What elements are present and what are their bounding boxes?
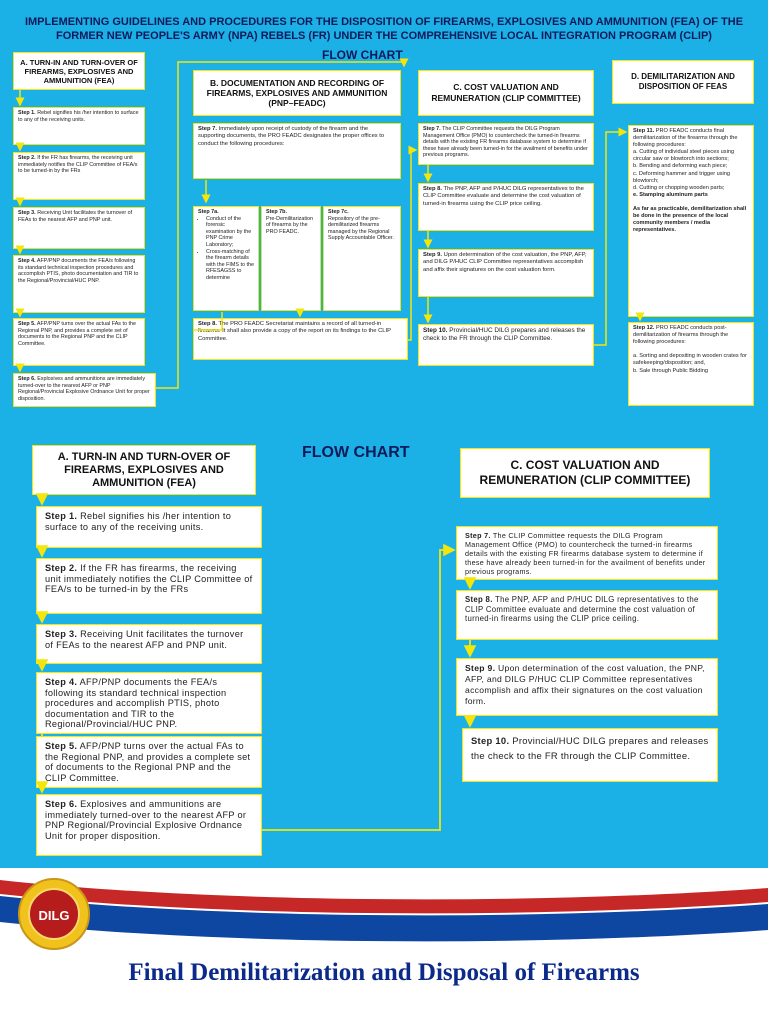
dilg-logo-text: DILG xyxy=(38,908,70,923)
step-3-top: Step 3. Receiving Unit facilitates the turnover of FEAs to the nearest AFP and PNP unit. xyxy=(13,207,145,249)
step-3-bottom: Step 3. Receiving Unit facilitates the turnover of FEAs to the nearest AFP and PNP unit. xyxy=(36,624,262,664)
step-4-top: Step 4. AFP/PNP documents the FEA/s following its standard technical inspection procedures and accomplish PTIS, photo documentation and TIR to the Regional/Provincial/HUC PNP. xyxy=(13,255,145,313)
footer-title: Final Demilitarization and Disposal of Firearms xyxy=(128,959,640,986)
step-2-top: Step 2. If the FR has firearms, the receiving unit immediately notifies the CLIP Committee of FEA/s to be turned-in by the FRs xyxy=(13,152,145,200)
step-8-valuation-bottom: Step 8. The PNP, AFP and P/HUC DILG representatives to the CLIP Committee evaluate and determine the cost valuation of turned-in firearms using the CLIP price ceiling. xyxy=(456,590,718,640)
section-b-header-top: B. DOCUMENTATION AND RECORDING OF FIREARMS, EXPLOSIVES AND AMMUNITION (PNP–FEADC) xyxy=(193,70,401,116)
step-9-top: Step 9. Upon determination of the cost valuation, the PNP, AFP, and DILG P/HUC CLIP Committee representatives accomplish and affix their signatures on the cost valuation form. xyxy=(418,249,594,297)
section-c-header-top: C. COST VALUATION AND REMUNERATION (CLIP COMMITTEE) xyxy=(418,70,594,116)
step-12-top: Step 12. PRO FEADC conducts post-demilitarization of firearms through the following procedures: a. Sorting and depositing in wooden crates for safekeeping/disposition; and, b. Sale through Public Bidding xyxy=(628,322,754,406)
step-11-top: Step 11. PRO FEADC conducts final demilitarization of the firearms through the following procedures: a. Cutting of individual steel pieces using circular saw or blowtorch into sections; b. Bending and deforming each piece; c. Deforming hammer and trigger using blowtorch; d. Cutting or chopping wooden parts; e. Stamping aluminum parts As far as practicable, demilitarization shall be done in the presence of the local community members / media representatives. xyxy=(628,125,754,317)
step-1-top: Step 1. Rebel signifies his /her intention to surface to any of the receiving units. xyxy=(13,107,145,145)
step-8-valuation-top: Step 8. The PNP, AFP and P/HUC DILG representatives to the CLIP Committee evaluate and determine the cost valuation of turned-in firearms using the CLIP price ceiling. xyxy=(418,183,594,231)
step-7-valuation-top: Step 7. The CLIP Committee requests the DILG Program Management Office (PMO) to countercheck the turned-in firearms details with the existing FR firearms database system to determine if these have already been turned-in for the availment of benefits under previous programs. xyxy=(418,123,594,165)
step-6-top: Step 6. Explosives and ammunitions are immediately turned-over to the nearest AFP or PNP Regional/Provincial Explosive Ordnance Unit for proper disposition. xyxy=(13,373,156,407)
section-a-header-bottom: A. TURN-IN AND TURN-OVER OF FIREARMS, EXPLOSIVES AND AMMUNITION (FEA) xyxy=(32,445,256,495)
footer-stripes xyxy=(0,868,768,948)
step-10-bottom: Step 10. Provincial/HUC DILG prepares and releases the check to the FR through the CLIP Committee. xyxy=(462,728,718,782)
step-2-bottom: Step 2. If the FR has firearms, the receiving unit immediately notifies the CLIP Committee of FEA/s to be turned-in by the FRs xyxy=(36,558,262,614)
section-c-header-bottom: C. COST VALUATION AND REMUNERATION (CLIP COMMITTEE) xyxy=(460,448,710,498)
step-5-bottom: Step 5. AFP/PNP turns over the actual FAs to the Regional PNP, and provides a complete set of documents to the Regional PNP and the CLIP Committee. xyxy=(36,736,262,788)
flow-chart-label-top: FLOW CHART xyxy=(322,48,403,62)
step-5-top: Step 5. AFP/PNP turns over the actual FAs to the Regional PNP, and provides a complete set of documents to the Regional PNP and the CLIP Committee. xyxy=(13,318,145,366)
flow-chart-label-bottom: FLOW CHART xyxy=(302,444,410,461)
step-10-top: Step 10. Provincial/HUC DILG prepares and releases the check to the FR through the CLIP Committee. xyxy=(418,324,594,366)
step-6-bottom: Step 6. Explosives and ammunitions are immediately turned-over to the nearest AFP or PNP Regional/Provincial Explosive Ordnance Unit for proper disposition. xyxy=(36,794,262,856)
section-d-header-top: D. DEMILITARIZATION AND DISPOSITION OF FEAS xyxy=(612,60,754,104)
step-8-documentation-top: Step 8. The PRO FEADC Secretariat maintains a record of all turned-in firearms. It shall also provide a copy of the report on its findings to the CLIP Committee. xyxy=(193,318,408,360)
dilg-logo xyxy=(18,878,90,950)
step-7-valuation-bottom: Step 7. The CLIP Committee requests the DILG Program Management Office (PMO) to countercheck the turned-in firearms details with the existing FR firearms database system to determine if these have already been turned-in for the availment of benefits under previous programs. xyxy=(456,526,718,580)
top-flowchart-panel xyxy=(0,0,768,410)
step-7c-top: Step 7c. Repository of the pre-demilitarized firearms managed by the Regional Supply Accountable Officer. xyxy=(323,206,401,311)
document-title: IMPLEMENTING GUIDELINES AND PROCEDURES FOR THE DISPOSITION OF FIREARMS, EXPLOSIVES AND AMMUNITION (FEA) OF THE FORMER NEW PEOPLE'S ARMY (NPA) REBELS (FR) UNDER THE COMPREHENSIVE LOCAL INTEGRATION PROGRAM (CLIP) xyxy=(24,16,744,42)
step-9-bottom: Step 9. Upon determination of the cost valuation, the PNP, AFP, and DILG P/HUC CLIP Committee representatives accomplish and affix their signatures on the cost valuation form. xyxy=(456,658,718,716)
step-7a-top: Step 7a. • Conduct of the forensic examination by the PNP Crime Laboratory; • Cross-matching of the firearm details with the FIMS to the RFESAGSS to determine xyxy=(193,206,259,311)
bottom-flowchart-panel xyxy=(0,410,768,868)
step-7b-top: Step 7b. Pre-Demilitarization of firearms by the PRO FEADC. xyxy=(261,206,321,311)
section-a-header-top: A. TURN-IN AND TURN-OVER OF FIREARMS, EXPLOSIVES AND AMMUNITION (FEA) xyxy=(13,52,145,90)
step-7-documentation-top: Step 7. Immediately upon receipt of custody of the firearm and the supporting documents, the PRO FEADC designates the proper offices to conduct the following procedures: xyxy=(193,123,401,179)
step-1-bottom: Step 1. Rebel signifies his /her intention to surface to any of the receiving units. xyxy=(36,506,262,548)
footer xyxy=(0,868,768,1024)
step-4-bottom: Step 4. AFP/PNP documents the FEA/s following its standard technical inspection procedures and accomplish PTIS, photo documentation and TIR to the Regional/Provincial/HUC PNP. xyxy=(36,672,262,734)
